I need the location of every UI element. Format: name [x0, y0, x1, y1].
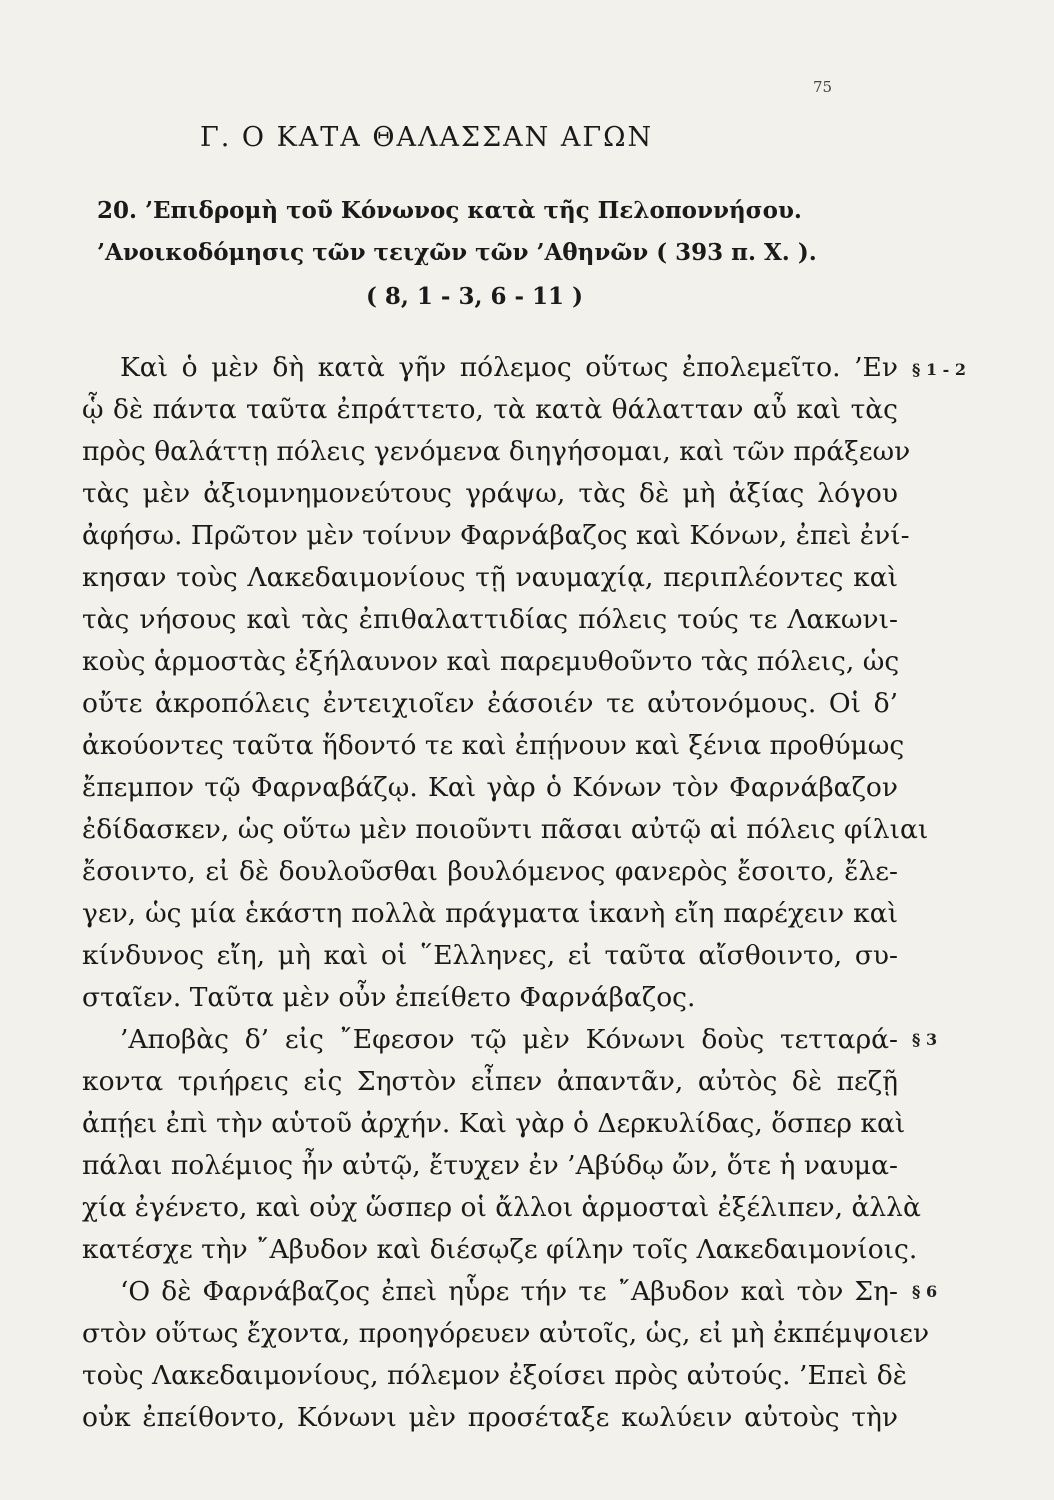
text-line: κατέσχε τὴν ῎Αβυδον καὶ διέσῳζε φίλην τοῖς Λακεδαιμονίοις. — [82, 1234, 918, 1265]
text-line: κησαν τοὺς Λακεδαιμονίους τῇ ναυμαχίᾳ, περιπλέοντες καὶ — [82, 562, 898, 593]
marginal-ref-1-2: § 1 - 2 — [912, 360, 966, 379]
text-line: πάλαι πολέμιος ἦν αὐτῷ, ἔτυχεν ἐν ’Αβύδῳ ὤν, ὅτε ἡ ναυμα- — [82, 1150, 898, 1181]
text-line: γεν, ὡς μία ἑκάστη πολλὰ πράγματα ἱκανὴ εἴη παρέχειν καὶ — [82, 898, 898, 929]
text-line: ἀφήσω. Πρῶτον μὲν τοίνυν Φαρνάβαζος καὶ Κόνων, ἐπεὶ ἐνί- — [82, 520, 910, 551]
text-line: Καὶ ὁ μὲν δὴ κατὰ γῆν πόλεμος οὕτως ἐπολεμεῖτο. ’Εν — [120, 352, 898, 383]
text-line: κοὺς ἁρμοστὰς ἐξήλαυνον καὶ παρεμυθοῦντο τὰς πόλεις, ὡς — [82, 646, 900, 677]
section-heading-line-2: ’Ανοικοδόμησις τῶν τειχῶν τῶν ’Αθηνῶν ( 393 π. Χ. ). — [97, 239, 817, 266]
section-heading — [97, 190, 857, 274]
text-line: οὔτε ἀκροπόλεις ἐντειχιοῖεν ἐάσοιέν τε αὐτονόμους. Οἱ δ’ — [82, 688, 898, 719]
text-line: τὰς νήσους καὶ τὰς ἐπιθαλαττιδίας πόλεις τούς τε Λακωνι- — [82, 604, 898, 635]
text-line: ‘Ο δὲ Φαρνάβαζος ἐπεὶ ηὗρε τήν τε ῎Αβυδον καὶ τὸν Ση- — [120, 1276, 898, 1307]
text-line: ᾧ δὲ πάντα ταῦτα ἐπράττετο, τὰ κατὰ θάλατταν αὖ καὶ τὰς — [82, 394, 898, 425]
text-line: ἀκούοντες ταῦτα ἥδοντό τε καὶ ἐπῄνουν καὶ ξένια προθύμως — [82, 730, 905, 761]
section-heading-line-1: 20. ’Επιδρομὴ τοῦ Κόνωνος κατὰ τῆς Πελοποννήσου. — [97, 197, 802, 224]
marginal-ref-3: § 3 — [912, 1030, 938, 1049]
text-line: τὰς μὲν ἀξιομνημονεύτους γράψω, τὰς δὲ μὴ ἀξίας λόγου — [82, 478, 898, 509]
text-line: κίνδυνος εἴη, μὴ καὶ οἱ ῞Ελληνες, εἰ ταῦτα αἴσθοιντο, συ- — [82, 940, 898, 971]
text-line: ἐδίδασκεν, ὡς οὕτω μὲν ποιοῦντι πᾶσαι αὐτῷ αἱ πόλεις φίλιαι — [82, 814, 929, 845]
text-line: οὐκ ἐπείθοντο, Κόνωνι μὲν προσέταξε κωλύειν αὐτοὺς τὴν — [82, 1402, 898, 1433]
text-line: ’Αποβὰς δ’ εἰς ῎Εφεσον τῷ μὲν Κόνωνι δοὺς τετταρά- — [120, 1024, 898, 1055]
source-reference: ( 8, 1 - 3, 6 - 11 ) — [366, 283, 583, 310]
text-line: ἔπεμπον τῷ Φαρναβάζῳ. Καὶ γὰρ ὁ Κόνων τὸν Φαρνάβαζον — [82, 772, 898, 803]
text-line: χία ἐγένετο, καὶ οὐχ ὥσπερ οἱ ἄλλοι ἁρμοσταὶ ἐξέλιπεν, ἀλλὰ — [82, 1192, 921, 1223]
marginal-ref-6: § 6 — [912, 1282, 938, 1301]
text-line: σταῖεν. Ταῦτα μὲν οὖν ἐπείθετο Φαρνάβαζος. — [82, 982, 696, 1013]
page-number: 75 — [813, 78, 833, 96]
text-line: τοὺς Λακεδαιμονίους, πόλεμον ἐξοίσει πρὸς αὐτούς. ’Επεὶ δὲ — [82, 1360, 907, 1391]
chapter-title: Γ. Ο ΚΑΤΑ ΘΑΛΑΣΣΑΝ ΑΓΩΝ — [200, 122, 654, 153]
text-line: ἀπῄει ἐπὶ τὴν αὑτοῦ ἀρχήν. Καὶ γὰρ ὁ Δερκυλίδας, ὅσπερ καὶ — [82, 1108, 906, 1139]
text-line: κοντα τριήρεις εἰς Σηστὸν εἶπεν ἀπαντᾶν, αὐτὸς δὲ πεζῇ — [82, 1066, 898, 1097]
text-line: στὸν οὕτως ἔχοντα, προηγόρευεν αὐτοῖς, ὡς, εἰ μὴ ἐκπέμψοιεν — [82, 1318, 930, 1349]
text-line: ἔσοιντο, εἰ δὲ δουλοῦσθαι βουλόμενος φανερὸς ἔσοιτο, ἔλε- — [82, 856, 898, 887]
text-line: πρὸς θαλάττῃ πόλεις γενόμενα διηγήσομαι, καὶ τῶν πράξεων — [82, 436, 911, 467]
